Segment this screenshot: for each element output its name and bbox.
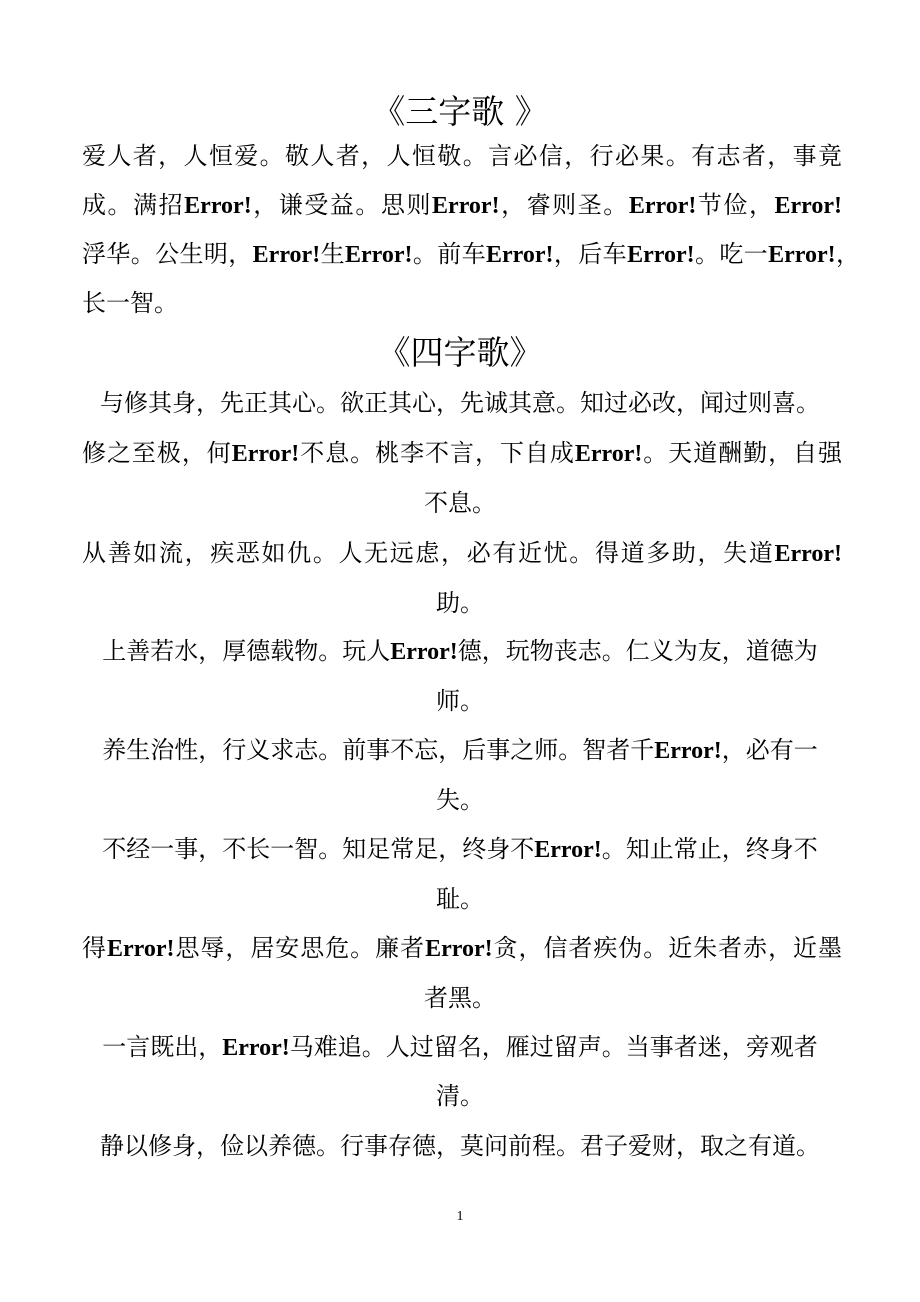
text-segment: 一言既出， [102, 1033, 223, 1061]
text-segment: 节俭， [696, 191, 775, 219]
error-field: Error! [768, 242, 836, 268]
sizi-line-8 [0, 735, 920, 766]
text-segment: 助。 [436, 589, 484, 617]
error-field: Error! [628, 193, 697, 219]
text-segment: 不息。 [424, 489, 496, 517]
sizi-line-7 [0, 686, 920, 716]
error-field: Error! [222, 1035, 290, 1061]
sizi-line-11 [0, 884, 920, 914]
error-field: Error! [425, 936, 493, 962]
sizi-line-3 [0, 488, 920, 518]
sizi-line-6 [0, 636, 920, 667]
text-segment: 者黑。 [424, 984, 496, 1012]
text-segment: 。吃一 [694, 240, 769, 268]
text-segment: 思辱，居安思危。廉者 [174, 934, 426, 962]
sanzi-line-1 [82, 141, 842, 171]
error-field: Error! [390, 639, 458, 665]
text-segment: 静以修身，俭以养德。行事存德，莫问前程。君子爱财，取之有道。 [100, 1132, 820, 1160]
text-segment: 上善若水，厚德载物。玩人 [102, 637, 391, 665]
sizi-line-13 [0, 983, 920, 1013]
sanzi-line-3 [82, 239, 860, 270]
sizi-line-16 [0, 1131, 920, 1161]
text-segment: ， [835, 240, 861, 268]
sizi-line-10 [0, 834, 920, 865]
error-field: Error! [432, 193, 500, 219]
text-segment: 。前车 [412, 240, 487, 268]
text-segment: 贪，信者疾伪。近朱者赤，近墨 [492, 934, 843, 962]
sizi-line-15 [0, 1081, 920, 1111]
text-segment: 得 [82, 934, 107, 962]
text-segment: 浮华。公生明， [82, 240, 253, 268]
error-field: Error! [774, 541, 842, 567]
text-segment: 耻。 [436, 885, 484, 913]
text-segment: 与修其身，先正其心。欲正其心，先诚其意。知过必改，闻过则喜。 [100, 389, 820, 417]
error-field: Error! [184, 193, 252, 219]
error-field: Error! [106, 936, 175, 962]
text-segment: 清。 [436, 1082, 484, 1110]
text-segment: 失。 [436, 786, 484, 814]
text-segment: 从善如流，疾恶如仇。人无远虑，必有近忧。得道多助，失道 [82, 539, 775, 567]
text-segment: ，后车 [553, 240, 628, 268]
section-title-sanzi: 《三字歌 》 [372, 92, 548, 131]
error-field: Error! [627, 242, 695, 268]
text-segment: 成。满招 [82, 191, 185, 219]
page-number: 1 [456, 1209, 464, 1224]
text-segment: 德，玩物丧志。仁义为友，道德为 [457, 637, 818, 665]
sizi-line-9 [0, 785, 920, 815]
text-segment: 不息。桃李不言，下自成 [299, 439, 575, 467]
error-field: Error! [231, 441, 300, 467]
error-field: Error! [574, 441, 643, 467]
text-segment: 生 [320, 240, 345, 268]
text-segment: ，睿则圣。 [499, 191, 629, 219]
text-segment: 长一智。 [82, 289, 178, 317]
text-segment: 养生治性，行义求志。前事不忘，后事之师。智者千 [102, 736, 655, 764]
error-field: Error! [252, 242, 321, 268]
sizi-line-4 [82, 538, 842, 569]
section-title-sizi: 《四字歌》 [377, 333, 543, 372]
text-segment: 马难追。人过留名，雁过留声。当事者迷，旁观者 [289, 1033, 818, 1061]
text-segment: 不经一事，不长一智。知足常足，终身不 [102, 835, 535, 863]
sizi-line-12 [82, 933, 842, 964]
text-segment: 爱人者，人恒爱。敬人者，人恒敬。言必信，行必果。有志者，事竟 [82, 142, 842, 170]
sizi-line-1 [0, 388, 920, 418]
error-field: Error! [654, 738, 722, 764]
sizi-line-14 [0, 1032, 920, 1063]
text-segment: ，谦受益。思则 [251, 191, 433, 219]
text-segment: 师。 [436, 687, 484, 715]
sanzi-line-2 [82, 190, 842, 221]
text-segment: 修之至极，何 [82, 439, 232, 467]
text-segment: ，必有一 [721, 736, 818, 764]
text-segment: 。知止常止，终身不 [601, 835, 818, 863]
text-segment: 。天道酬勤，自强 [642, 439, 843, 467]
error-field: Error! [774, 193, 843, 219]
sizi-line-2 [82, 438, 842, 469]
sanzi-line-4 [82, 288, 178, 318]
error-field: Error! [486, 242, 554, 268]
sizi-line-5 [0, 588, 920, 618]
error-field: Error! [344, 242, 413, 268]
error-field: Error! [534, 837, 602, 863]
